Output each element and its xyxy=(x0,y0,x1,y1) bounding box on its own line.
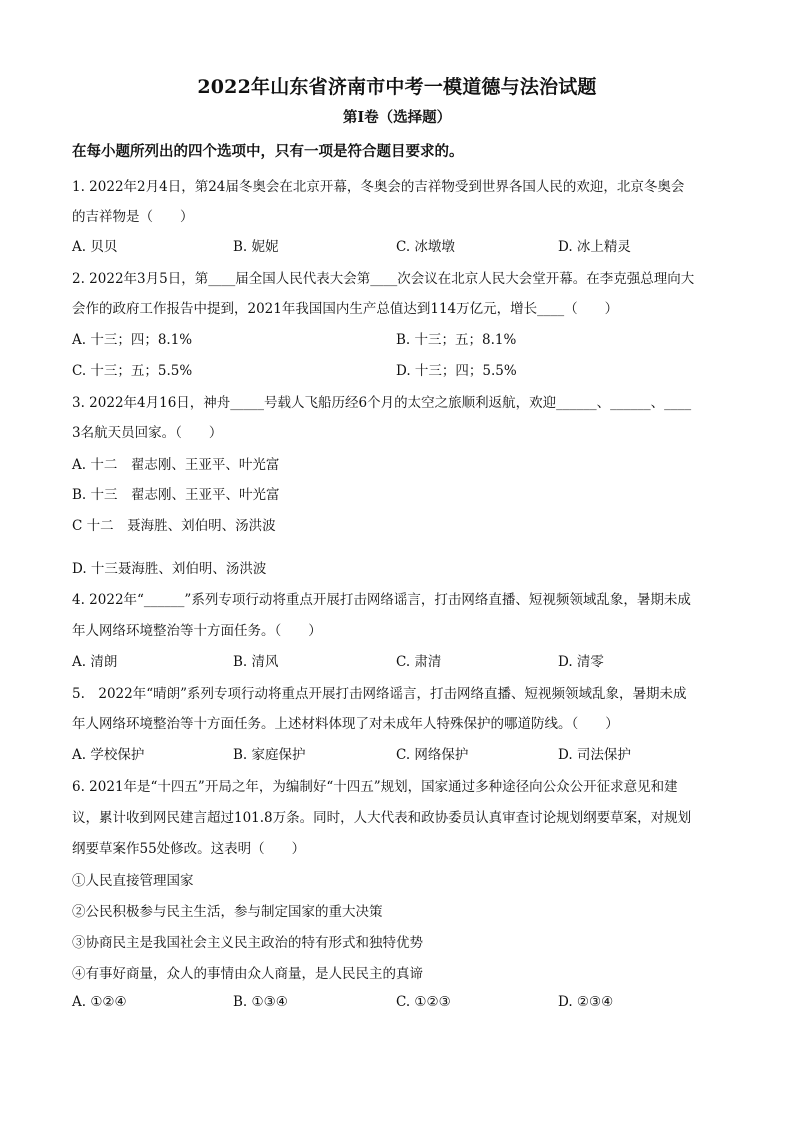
question-5-option-a: A. 学校保护 xyxy=(72,747,145,763)
question-6-item-2: ②公民积极参与民主生活，参与制定国家的重大决策 xyxy=(72,904,383,920)
question-3-option-b: B. 十三 翟志刚、王亚平、叶光富 xyxy=(72,487,280,503)
question-1-option-d: D. 冰上精灵 xyxy=(558,239,631,255)
question-6-option-b: B. ①③④ xyxy=(233,994,288,1010)
question-6-item-1: ①人民直接管理国家 xyxy=(72,873,194,889)
question-6-option-a: A. ①②④ xyxy=(72,994,127,1010)
question-4-option-b: B. 清风 xyxy=(233,654,279,670)
question-6-line-2: 议，累计收到网民建言超过101.8万条。同时，人大代表和政协委员认真审查讨论规划纲要草案，对规划 xyxy=(72,810,692,826)
question-4-option-d: D. 清零 xyxy=(558,654,604,670)
question-5-option-c: C. 网络保护 xyxy=(396,747,469,763)
question-1-option-a: A. 贝贝 xyxy=(72,239,118,255)
question-5-line-1: 5. 2022年“晴朗”系列专项行动将重点开展打击网络谣言，打击网络直播、短视频领域乱象，暑期未成 xyxy=(72,686,687,702)
question-2-line-2: 会作的政府工作报告中提到，2021年我国国内生产总值达到114万亿元，增长____（ ） xyxy=(72,301,619,317)
question-2-option-c: C. 十三；五；5.5% xyxy=(72,363,193,379)
question-4-option-c: C. 肃清 xyxy=(396,654,442,670)
question-4-line-2: 年人网络环境整治等十方面任务。（ ） xyxy=(72,623,322,639)
question-6-option-d: D. ②③④ xyxy=(558,994,614,1010)
question-1-option-c: C. 冰墩墩 xyxy=(396,239,455,255)
question-2-option-d: D. 十三；四；5.5% xyxy=(396,363,517,379)
question-6-option-c: C. ①②③ xyxy=(396,994,451,1010)
question-5-option-d: D. 司法保护 xyxy=(558,747,631,763)
question-3-option-a: A. 十二 翟志刚、王亚平、叶光富 xyxy=(72,457,280,473)
question-1-line-2: 的吉祥物是（ ） xyxy=(72,209,194,225)
question-5-option-b: B. 家庭保护 xyxy=(233,747,306,763)
question-2-option-a: A. 十三；四；8.1% xyxy=(72,332,193,348)
question-6-item-4: ④有事好商量，众人的事情由众人商量，是人民民主的真谛 xyxy=(72,966,423,982)
question-2-option-b: B. 十三；五；8.1% xyxy=(396,332,517,348)
question-1-option-b: B. 妮妮 xyxy=(233,239,279,255)
question-6-line-3: 纲要草案作55处修改。这表明（ ） xyxy=(72,841,306,857)
question-4-line-1: 4. 2022年“______”系列专项行动将重点开展打击网络谣言，打击网络直播、短视频领域乱象，暑期未成 xyxy=(72,592,691,608)
question-6-item-3: ③协商民主是我国社会主义民主政治的特有形式和独特优势 xyxy=(72,935,423,951)
question-1-line-1: 1. 2022年2月4日，第24届冬奥会在北京开幕，冬奥会的吉祥物受到世界各国人民的欢迎，北京冬奥会 xyxy=(72,179,685,195)
question-2-line-1: 2. 2022年3月5日，第____届全国人民代表大会第____次会议在北京人民大会堂开幕。在李克强总理向大 xyxy=(72,271,695,287)
question-3-option-d: D. 十三聂海胜、刘伯明、汤洪波 xyxy=(72,561,267,577)
exam-title: 2022年山东省济南市中考一模道德与法治试题 xyxy=(197,76,597,98)
question-6-line-1: 6. 2021年是“十四五”开局之年，为编制好“十四五”规划，国家通过多种途径向公众公开征求意见和建 xyxy=(72,779,678,795)
question-5-line-2: 年人网络环境整治等十方面任务。上述材料体现了对未成年人特殊保护的哪道防线。（ ） xyxy=(72,716,619,732)
question-4-option-a: A. 清朗 xyxy=(72,654,118,670)
section-title: 第Ⅰ卷（选择题） xyxy=(342,109,452,126)
instruction-text: 在每小题所列出的四个选项中，只有一项是符合题目要求的。 xyxy=(72,143,464,160)
question-3-line-2: 3名航天员回家。（ ） xyxy=(72,425,223,441)
question-3-line-1: 3. 2022年4月16日，神舟_____号载人飞船历经6个月的太空之旅顺利返航，欢迎______、______、____ xyxy=(72,395,692,411)
question-3-option-c: C 十二 聂海胜、刘伯明、汤洪波 xyxy=(72,518,276,534)
